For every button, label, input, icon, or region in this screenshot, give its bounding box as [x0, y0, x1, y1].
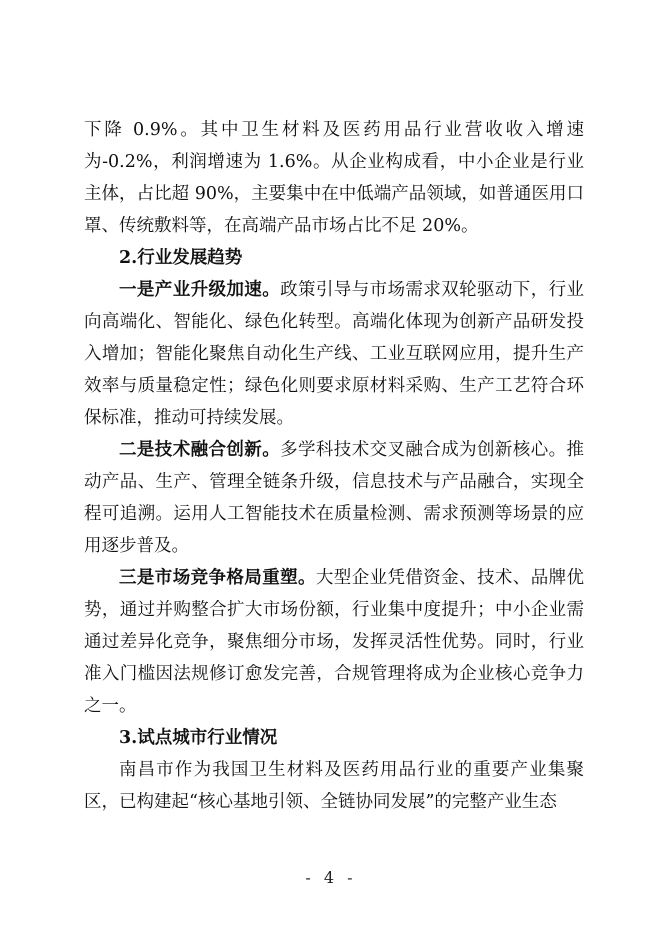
paragraph-tech-innovation-text: 多学科技术交叉融合成为创新核心。推动产品、生产、管理全链条升级，信息技术与产品融合，实现全程可追溯。运用人工智能技术在质量检测、需求预测等场景的应用逐步普及。: [84, 440, 585, 556]
paragraph-nanchang: [84, 754, 584, 818]
paragraph-market-competition-text: 大型企业凭借资金、技术、品牌优势，通过并购整合扩大市场份额，行业集中度提升；中小企业需通过差异化竞争，聚焦细分市场，发挥灵活性优势。同时，行业准入门槛因法规修订愈发完善，合规管理将成为企业核心竞争力之一。: [84, 568, 585, 716]
paragraph-1-text: 下降 0.9%。其中卫生材料及医药用品行业营收收入增速为-0.2%，利润增速为 1.6%。从企业构成看，中小企业是行业主体，占比超 90%，主要集中在中低端产品领域，如普通医用口罩、传统敷料等，在高端产品市场占比不足 20%。: [84, 120, 584, 236]
paragraph-tech-innovation: [84, 434, 584, 562]
paragraph-industry-upgrade: [84, 274, 584, 434]
paragraph-nanchang-text: 南昌市作为我国卫生材料及医药用品行业的重要产业集聚区，已构建起“核心基地引领、全链协同发展”的完整产业生态: [84, 760, 584, 812]
paragraph-market-competition-lead: 三是市场竞争格局重塑。: [119, 568, 316, 588]
document-page: [84, 114, 584, 818]
page-number: - 4 -: [305, 868, 357, 887]
paragraph-industry-upgrade-lead: 一是产业升级加速。: [119, 280, 281, 300]
paragraph-market-competition: [84, 562, 584, 722]
paragraph-industry-upgrade-text: 政策引导与市场需求双轮驱动下，行业向高端化、智能化、绿色化转型。高端化体现为创新产品研发投入增加；智能化聚焦自动化生产线、工业互联网应用，提升生产效率与质量稳定性；绿色化则要求原材料采购、生产工艺符合环保标准，推动可持续发展。: [84, 280, 585, 428]
paragraph-tech-innovation-lead: 二是技术融合创新。: [119, 440, 281, 460]
section-heading-pilot-city: 3.试点城市行业情况: [119, 728, 278, 748]
section-heading-trends: 2.行业发展趋势: [119, 248, 243, 268]
paragraph-1: [84, 114, 584, 242]
